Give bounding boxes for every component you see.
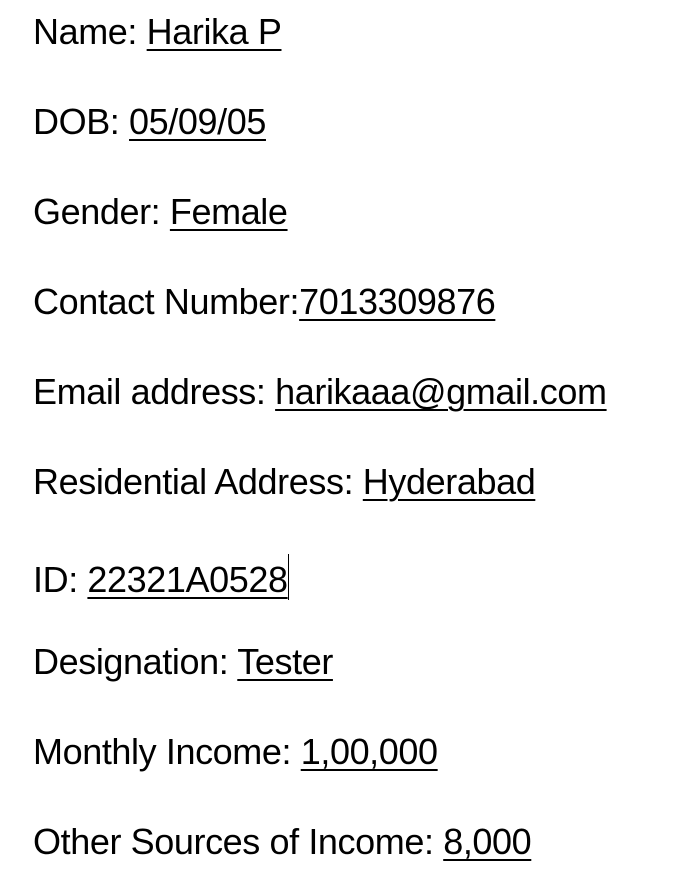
id-label: ID: bbox=[33, 559, 88, 600]
field-designation bbox=[33, 641, 333, 682]
name-label: Name: bbox=[33, 11, 147, 52]
email-address-value[interactable]: harikaaa@gmail.com bbox=[275, 371, 607, 412]
name-value[interactable]: Harika P bbox=[146, 11, 282, 52]
designation-value[interactable]: Tester bbox=[237, 641, 333, 682]
field-email-address bbox=[33, 371, 607, 412]
designation-label: Designation: bbox=[33, 641, 238, 682]
monthly-income-value[interactable]: 1,00,000 bbox=[300, 731, 438, 772]
monthly-income-label: Monthly Income: bbox=[33, 731, 301, 772]
field-dob bbox=[33, 101, 266, 142]
residential-address-label: Residential Address: bbox=[33, 461, 363, 502]
gender-value[interactable]: Female bbox=[169, 191, 288, 232]
field-id bbox=[33, 554, 289, 600]
contact-number-label: Contact Number: bbox=[33, 281, 300, 322]
field-monthly-income bbox=[33, 731, 438, 772]
other-income-label: Other Sources of Income: bbox=[33, 821, 444, 862]
other-income-value[interactable]: 8,000 bbox=[443, 821, 532, 862]
contact-number-value[interactable]: 7013309876 bbox=[299, 281, 496, 322]
field-contact-number bbox=[33, 281, 496, 322]
id-value[interactable]: 22321A0528 bbox=[87, 559, 288, 600]
field-other-sources-of-income bbox=[33, 821, 532, 862]
residential-address-value[interactable]: Hyderabad bbox=[362, 461, 536, 502]
dob-label: DOB: bbox=[33, 101, 130, 142]
text-cursor bbox=[288, 554, 290, 600]
email-address-label: Email address: bbox=[33, 371, 276, 412]
gender-label: Gender: bbox=[33, 191, 170, 232]
field-name bbox=[33, 11, 282, 52]
field-residential-address bbox=[33, 461, 536, 502]
field-gender bbox=[33, 191, 288, 232]
dob-value[interactable]: 05/09/05 bbox=[129, 101, 266, 142]
